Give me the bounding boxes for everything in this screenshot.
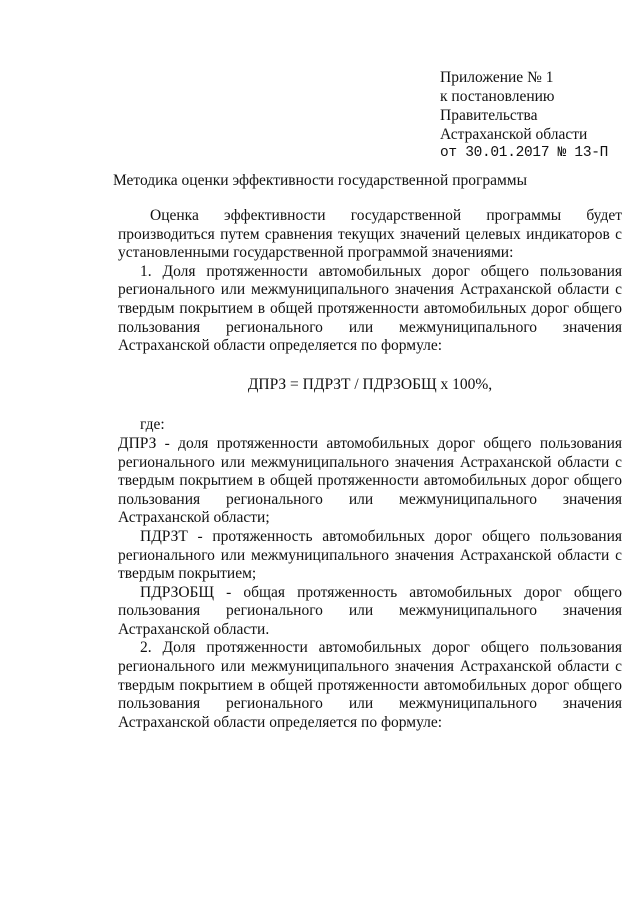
where-label-1: где: (140, 416, 165, 434)
document-title: Методика оценки эффективности государственной программы (112, 172, 528, 189)
definition-dprz: ДПРЗ - доля протяженности автомобильных дорог общего пользования регионального или межмуниципального значения Астраханской области с твердым покрытием в общей протяженности автомобильных дорог общего пользования регионального или межмуниципального значения Астраханской области; (118, 434, 622, 527)
appendix-block (440, 68, 608, 163)
appendix-line-2: к постановлению (440, 88, 555, 105)
item-2-paragraph: 2. Доля протяженности автомобильных дорог общего пользования регионального или межмуниципального значения Астраханской области с твердым покрытием в общей протяженности автомобильных дорог общего пользования регионального или межмуниципального значения Астраханской области определяется по формуле: (118, 639, 622, 731)
formula-1: ДПРЗ = ПДРЗТ / ПДРЗОБЩ х 100%, (247, 375, 493, 393)
document-body (118, 207, 622, 732)
item-1-paragraph: 1. Доля протяженности автомобильных дорог общего пользования регионального или межмуниципального значения Астраханской области с твердым покрытием в общей протяженности автомобильных дорог общего пользования регионального или межмуниципального значения Астраханской области определяется по формуле: (118, 262, 622, 355)
definition-pdrzobshch: ПДРЗОБЩ - общая протяженность автомобильных дорог общего пользования регионального или межмуниципального значения Астраханской области. (118, 583, 622, 638)
appendix-line-3: Правительства (440, 107, 538, 124)
appendix-line-1: Приложение № 1 (440, 69, 554, 86)
intro-paragraph: Оценка эффективности государственной программы будет производиться путем сравнения текущих значений целевых индикаторов с установленными государственной программой значениями: (118, 207, 622, 262)
appendix-line-4: Астраханской области (440, 126, 588, 143)
appendix-date-line: от 30.01.2017 № 13-П (440, 145, 609, 161)
definition-pdrzt: ПДРЗТ - протяженность автомобильных дорог общего пользования регионального или межмуниципального значения Астраханской области с твердым покрытием; (118, 527, 622, 583)
